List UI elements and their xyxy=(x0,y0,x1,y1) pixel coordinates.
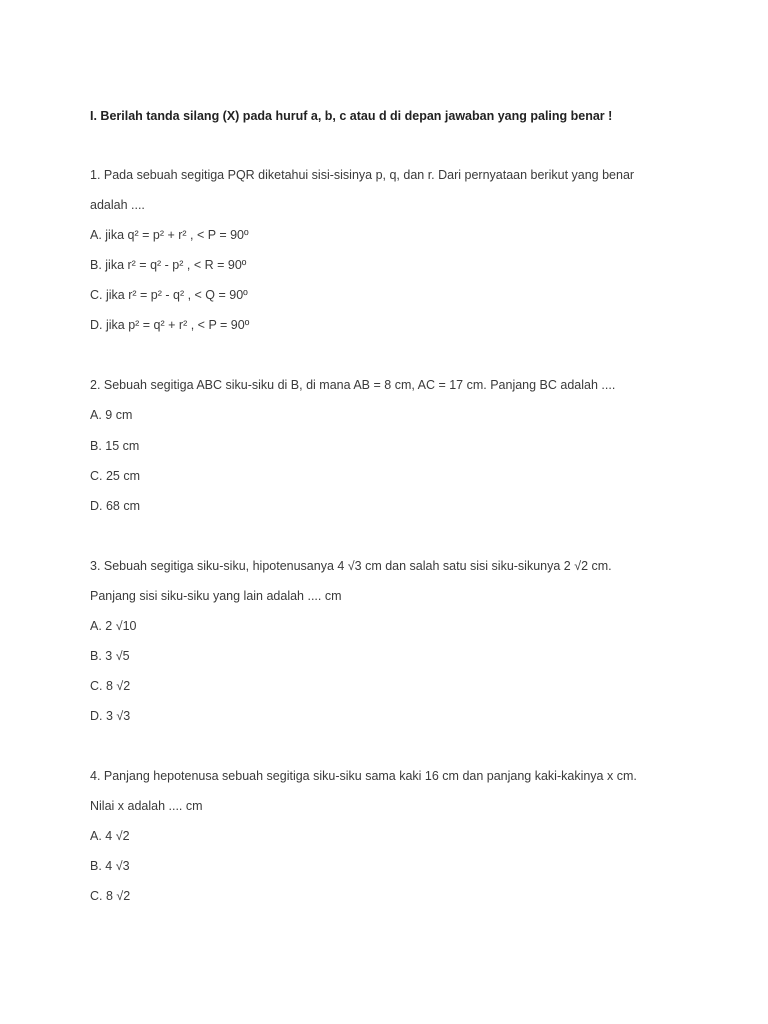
question-2-option-a: A. 9 cm xyxy=(90,408,133,422)
question-1-option-c: C. jika r² = p² - q² , < Q = 90º xyxy=(90,288,248,302)
question-3-option-c: C. 8 √2 xyxy=(90,679,131,693)
question-3-option-a: A. 2 √10 xyxy=(90,619,137,633)
question-3-option-b: B. 3 √5 xyxy=(90,649,130,663)
question-4-text-line-1: 4. Panjang hepotenusa sebuah segitiga siku-siku sama kaki 16 cm dan panjang kaki-kakinya x cm. xyxy=(90,769,637,783)
question-4-option-a: A. 4 √2 xyxy=(90,829,130,843)
question-1-option-d: D. jika p² = q² + r² , < P = 90º xyxy=(90,318,250,332)
question-4-option-b: B. 4 √3 xyxy=(90,859,130,873)
question-3-text-line-2: Panjang sisi siku-siku yang lain adalah .... cm xyxy=(90,589,342,603)
instruction-heading: I. Berilah tanda silang (X) pada huruf a, b, c atau d di depan jawaban yang paling benar ! xyxy=(90,109,613,123)
question-1-option-a: A. jika q² = p² + r² , < P = 90º xyxy=(90,228,249,242)
question-2-text-line-1: 2. Sebuah segitiga ABC siku-siku di B, di mana AB = 8 cm, AC = 17 cm. Panjang BC adalah .... xyxy=(90,378,616,392)
question-2-option-b: B. 15 cm xyxy=(90,439,140,453)
question-1-option-b: B. jika r² = q² - p² , < R = 90º xyxy=(90,258,247,272)
question-2-option-d: D. 68 cm xyxy=(90,499,141,513)
question-1-text-line-2: adalah .... xyxy=(90,198,145,212)
question-2-option-c: C. 25 cm xyxy=(90,469,141,483)
question-4-option-c: C. 8 √2 xyxy=(90,889,131,903)
question-4-text-line-2: Nilai x adalah .... cm xyxy=(90,799,203,813)
question-3-option-d: D. 3 √3 xyxy=(90,709,131,723)
question-1-text-line-1: 1. Pada sebuah segitiga PQR diketahui sisi-sisinya p, q, dan r. Dari pernyataan berikut yang benar xyxy=(90,168,635,182)
question-3-text-line-1: 3. Sebuah segitiga siku-siku, hipotenusanya 4 √3 cm dan salah satu sisi siku-sikunya 2 √2 cm. xyxy=(90,559,612,573)
